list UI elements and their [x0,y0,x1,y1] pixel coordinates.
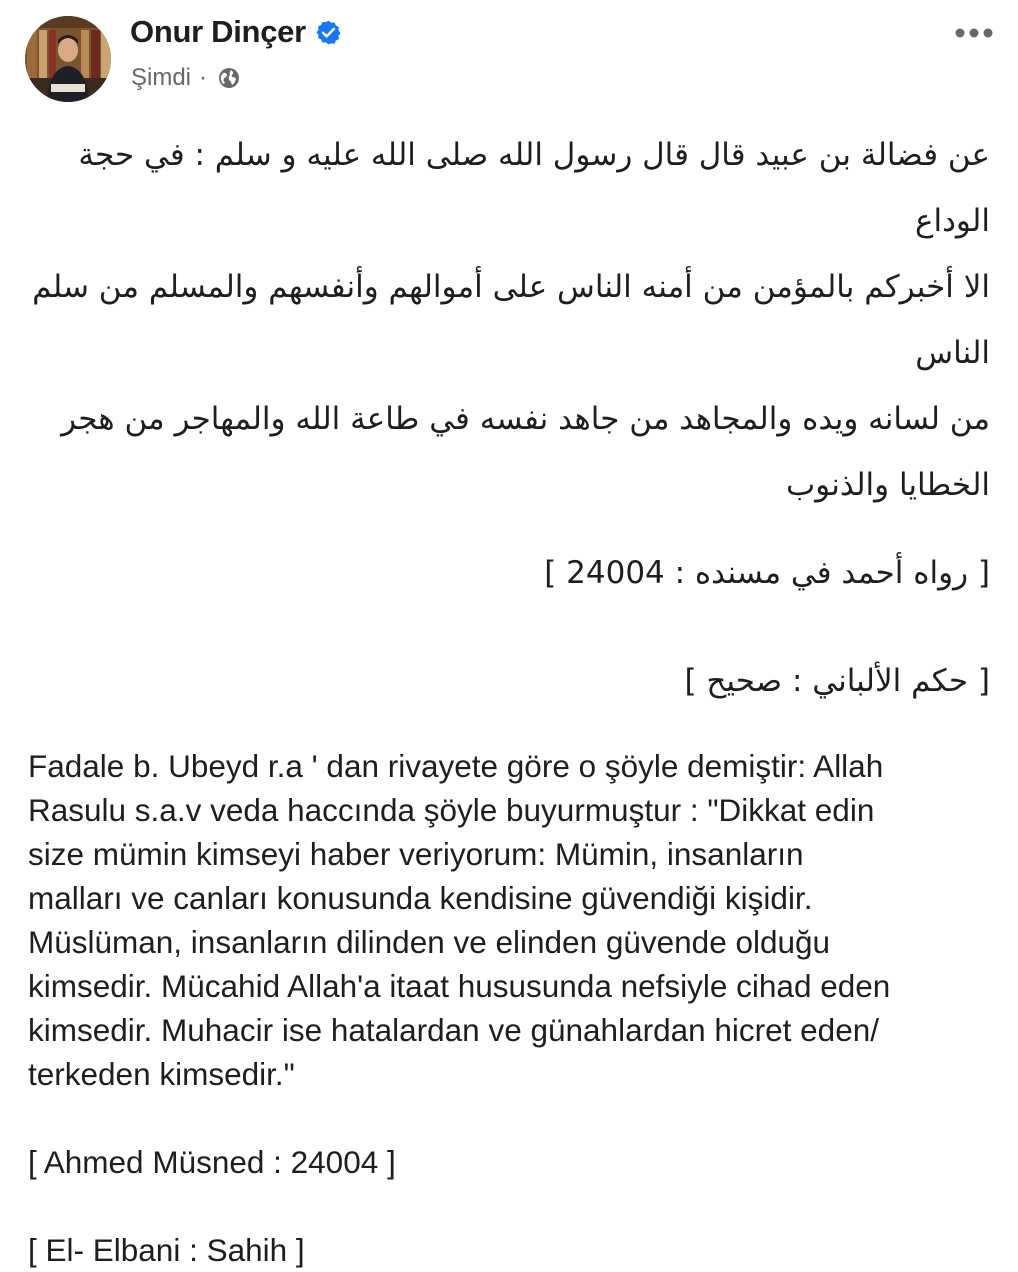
avatar[interactable] [25,16,111,102]
turkish-line: kimsedir. Mücahid Allah'a itaat hususunda nefsiyle cihad eden [28,968,891,1004]
globe-icon[interactable] [217,66,241,90]
turkish-line: Rasulu s.a.v veda haccında şöyle buyurmuştur : "Dikkat edin [28,792,875,828]
post-header [0,0,1018,110]
turkish-line: size mümin kimseyi haber veriyorum: Mümin, insanların [28,836,804,872]
author-name[interactable]: Onur Dinçer [130,14,306,49]
arabic-line: الخطايا والذنوب [786,467,990,503]
arabic-line: عن فضالة بن عبيد قال قال رسول الله صلى الله عليه و سلم : في حجة الوداع [78,137,990,239]
arabic-reference: [ رواه أحمد في مسنده : 24004 ] [544,555,990,591]
author-row [130,14,342,50]
turkish-line: Müslüman, insanların dilinden ve elinden güvende olduğu [28,924,831,960]
turkish-line: malları ve canları konusunda kendisine güvendiği kişidir. [28,880,813,916]
turkish-line: kimsedir. Muhacir ise hatalardan ve günahlardan hicret eden/ [28,1012,879,1048]
post-time[interactable]: Şimdi [131,64,192,91]
turkish-reference: [ Ahmed Müsned : 24004 ] [28,1144,396,1180]
meta-separator: · [199,64,208,91]
post-body [28,122,990,1272]
arabic-grading: [ حكم الألباني : صحيح ] [684,663,990,699]
turkish-line: Fadale b. Ubeyd r.a ' dan rivayete göre o şöyle demiştir: Allah [28,748,884,784]
verified-badge-icon [315,19,342,46]
post-meta [131,64,241,92]
avatar-photo [25,16,111,102]
turkish-line: terkeden kimsedir." [28,1056,295,1092]
more-options-icon[interactable] [954,26,994,40]
arabic-line: الا أخبركم بالمؤمن من أمنه الناس على أموالهم وأنفسهم والمسلم من سلم الناس [32,269,990,371]
arabic-line: من لسانه ويده والمجاهد من جاهد نفسه في طاعة الله والمهاجر من هجر [61,401,990,437]
turkish-grading: [ El- Elbani : Sahih ] [28,1232,305,1268]
